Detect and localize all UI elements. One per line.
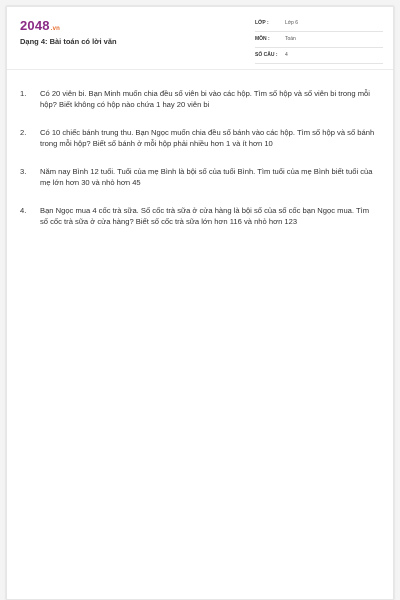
question-list — [20, 89, 375, 245]
info-value-question-count: 4 — [285, 52, 288, 58]
question-item — [20, 167, 375, 188]
question-text: Có 20 viên bi. Bạn Minh muốn chia đều số viên bi vào các hộp. Tìm số hộp và số viên bi trong mỗi hộp? Biết không có hộp nào chứa 1 hay 20 viên bi — [40, 89, 370, 109]
logo-text: 2048 — [20, 18, 50, 33]
question-text: Có 10 chiếc bánh trung thu. Bạn Ngọc muốn chia đều số bánh vào các hộp. Tìm số hộp và số bánh trong mỗi hộp? Biết số bánh ở mỗi hộp phải nhiều hơn 1 và ít hơn 10 — [40, 128, 375, 148]
worksheet-info-panel — [255, 18, 383, 66]
question-number: 4. — [20, 206, 27, 215]
question-item — [20, 89, 375, 110]
info-value-grade: Lớp 6 — [285, 20, 299, 26]
info-label-question-count: SỐ CÂU : — [255, 52, 278, 58]
info-value-subject: Toán — [285, 36, 296, 42]
info-row-subject — [255, 34, 383, 48]
site-logo[interactable] — [20, 18, 60, 33]
worksheet-header — [7, 7, 393, 70]
question-text: Bạn Ngọc mua 4 cốc trà sữa. Số cốc trà sữa ở cửa hàng là bội số của số cốc bạn Ngọc mua. Tìm số cốc trà sữa ở cửa hàng? Biết số cốc trà sữa lớn hơn 116 và nhỏ hơn 123 — [40, 206, 370, 226]
worksheet-page — [6, 6, 394, 600]
question-item — [20, 128, 375, 149]
question-item — [20, 206, 375, 227]
logo-domain-suffix: .vn — [50, 26, 61, 32]
info-label-grade: LỚP : — [255, 20, 269, 26]
question-number: 3. — [20, 167, 27, 176]
question-text: Năm nay Bình 12 tuổi. Tuổi của mẹ Bình là bội số của tuổi Bình. Tìm tuổi của mẹ Bình biết tuổi của mẹ lớn hơn 30 và nhỏ hơn 45 — [40, 167, 373, 187]
question-number: 2. — [20, 128, 27, 137]
question-number: 1. — [20, 89, 27, 98]
worksheet-topic-title: Dạng 4: Bài toán có lời văn — [20, 37, 117, 46]
info-label-subject: MÔN : — [255, 36, 270, 42]
info-row-grade — [255, 18, 383, 32]
info-row-question-count — [255, 50, 383, 64]
